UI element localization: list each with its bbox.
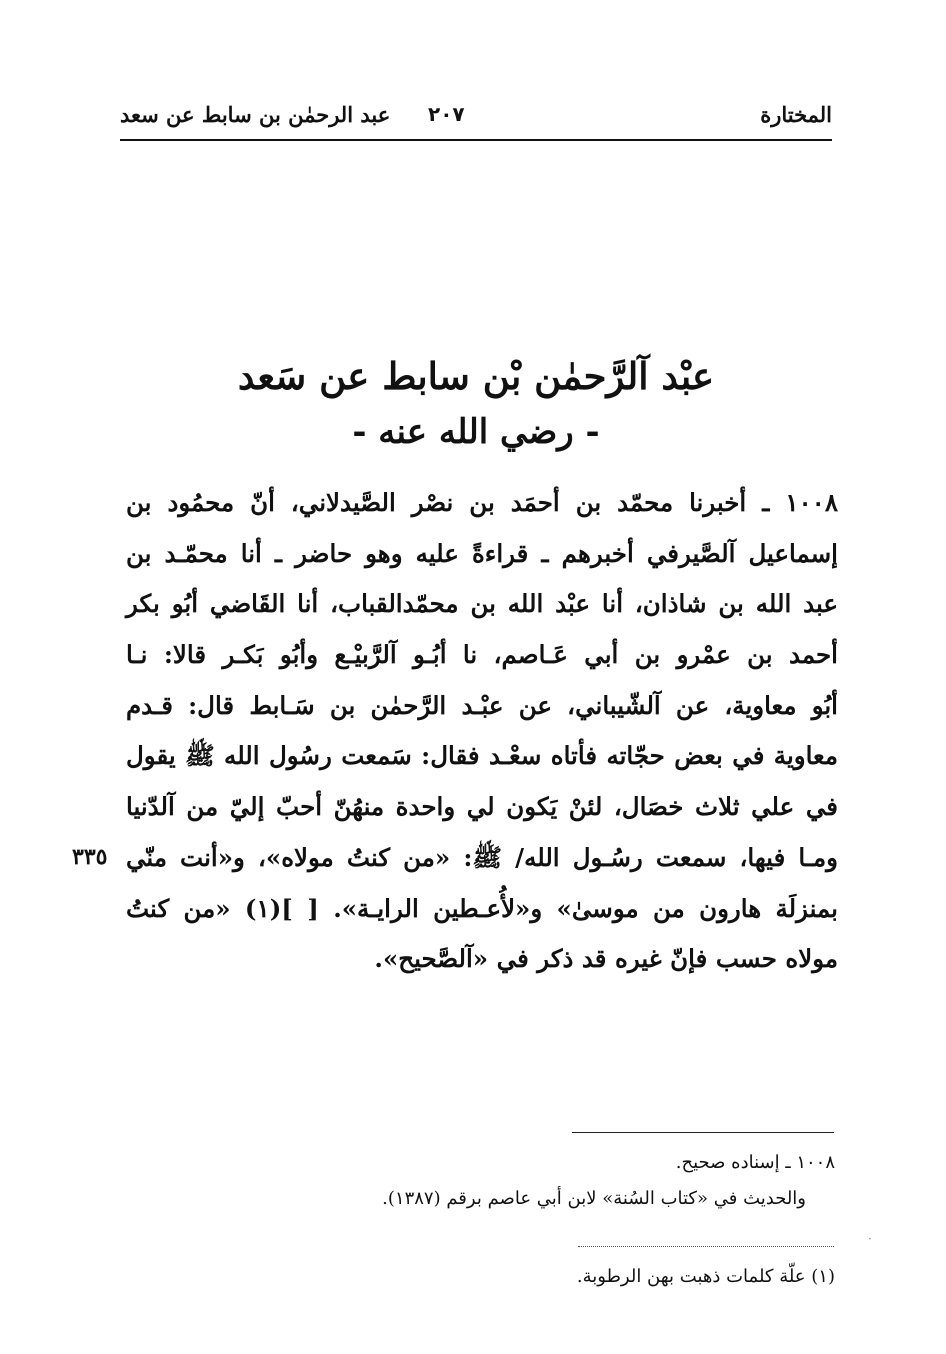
section-title: عبد الرحمٰن بن سابط عن سعد — [120, 102, 391, 127]
text-line: ومـا فيها، سمعت رسُـول الله/ ﷺ: «من كنتُ مولاه»، و«أنت منّي — [126, 842, 838, 872]
footnote-separator — [572, 1132, 834, 1133]
chapter-heading — [120, 348, 832, 460]
running-header — [120, 96, 832, 138]
page-speck: · — [868, 1232, 872, 1246]
book-title: المختارة — [760, 102, 832, 127]
chapter-title: عبْد آلرَّحمٰن بْن سابط عن سَعد — [237, 354, 715, 398]
text-line: بمنزلَة هارون من موسىٰ» و«لأُعـطين الرايـة». [ ](١) «من كنتُ — [126, 893, 838, 923]
footnote-source: والحديث في «كتاب السُنة» لابن أبي عاصم برقم (١٣٨٧). — [382, 1188, 806, 1209]
text-line: أحمد بن عمْرو بن أبي عَـاصم، نا أبُـو آلرَّبيْـع وأبُو بَكـر قالا: نـا — [126, 640, 838, 670]
text-line: عبد الله بن شاذان، أنا عبْد الله بن محمّدالقباب، أنا القَاضي أبُو بكر — [126, 589, 838, 619]
footnote-dotted-separator — [578, 1246, 834, 1247]
page-number: ٢٠٧ — [428, 102, 465, 126]
chapter-subtitle: - رضي الله عنه - — [352, 412, 600, 452]
text-line: في علي ثلاث خصَال، لئنْ يَكون لي واحدة منهُنّ أحبّ إليّ من آلدّنيا — [126, 792, 838, 822]
footnote-grading: ١٠٠٨ ـ إسناده صحيح. — [675, 1152, 835, 1173]
hadith-text — [126, 478, 838, 985]
text-line: ١٠٠٨ ـ أخبرنا محمّد بن أحمَد بن نصْر الصَّيدلاني، أنّ محمُود بن — [126, 488, 838, 517]
footnote-1: (١) علّة كلمات ذهبت بهن الرطوبة. — [576, 1266, 835, 1287]
text-line: معاوية في بعض حجّاته فأتاه سعْـد فقال: سَمعت رسُول الله ﷺ يقول — [126, 741, 838, 771]
text-line: مولاه حسب فإنّ غيره قد ذكر في «آلصَّحيح». — [374, 944, 838, 974]
text-line: إسماعيل آلصَّيرفي أخبرهم ـ قراءةً عليه وهو حاضر ـ أنا محمّـد بن — [126, 538, 838, 568]
manuscript-folio-number: ٣٣٥ — [72, 844, 108, 870]
header-rule — [120, 139, 832, 141]
text-line: أبُو معاوية، عن آلشّيباني، عن عبْـد الرَّحمٰن بن سَـابط قال: قـدم — [126, 690, 838, 720]
